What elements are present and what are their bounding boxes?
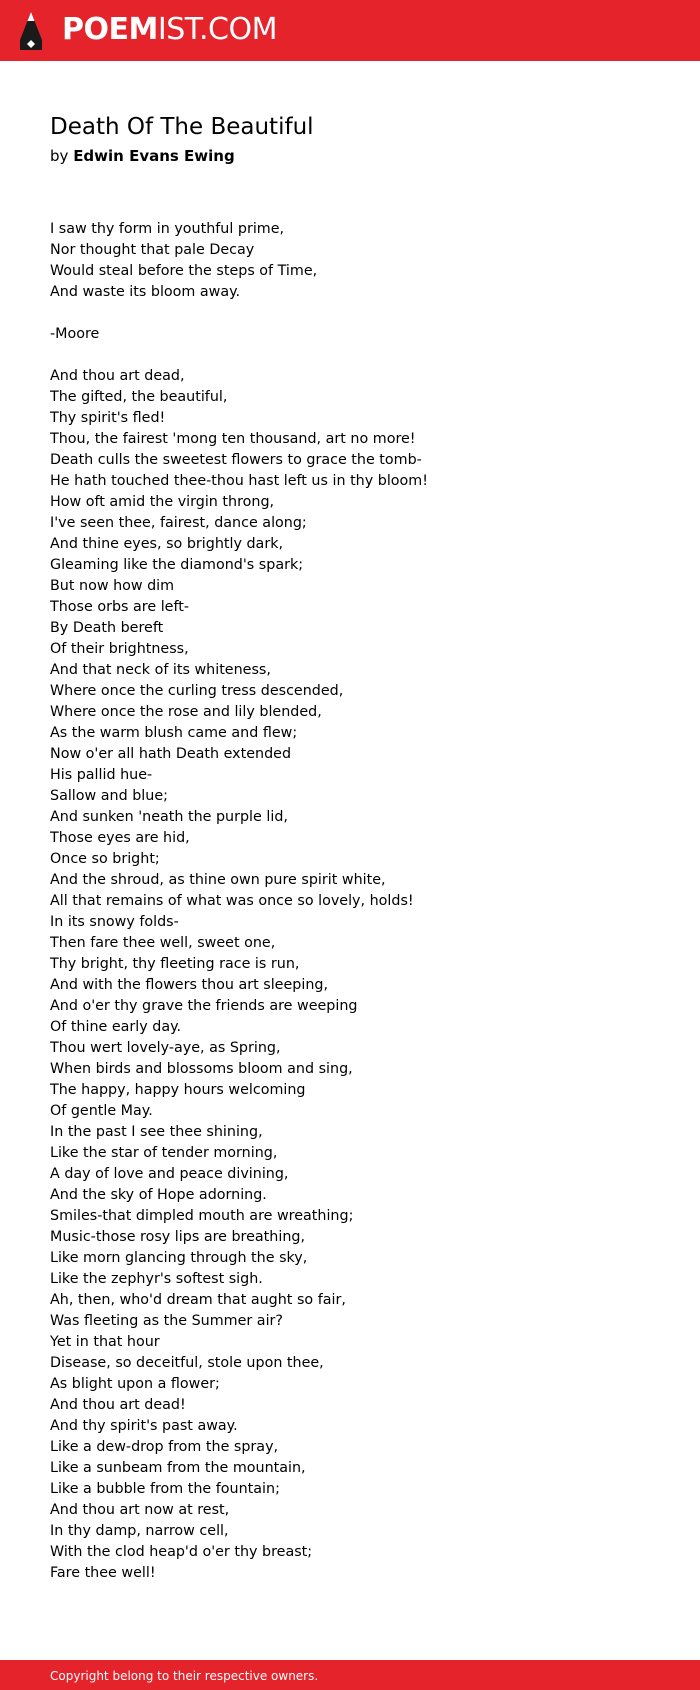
- pencil-logo-icon[interactable]: [18, 10, 44, 52]
- poem-line: How oft amid the virgin throng,: [50, 494, 275, 510]
- poem-line: And thou art dead,: [50, 368, 185, 384]
- logo-brand-bold: POEM: [62, 12, 158, 47]
- poem-line: Those orbs are left-: [50, 599, 190, 615]
- poem-line: And that neck of its whiteness,: [50, 662, 271, 678]
- epigraph-attribution: -Moore: [50, 326, 100, 342]
- poem-line: Gleaming like the diamond's spark;: [50, 557, 304, 573]
- poem-line: Fare thee well!: [50, 1565, 156, 1581]
- logo-brand-light: IST.COM: [157, 12, 277, 47]
- poem-line: The gifted, the beautiful,: [50, 389, 228, 405]
- poem-line: Yet in that hour: [50, 1334, 160, 1350]
- poem-line: And thou art now at rest,: [50, 1502, 230, 1518]
- poem-line: Then fare thee well, sweet one,: [50, 935, 276, 951]
- poem-line: With the clod heap'd o'er thy breast;: [50, 1544, 313, 1560]
- poem-line: And thine eyes, so brightly dark,: [50, 536, 284, 552]
- poem-line: He hath touched thee-thou hast left us in thy bloom!: [50, 473, 428, 489]
- poem-line: Those eyes are hid,: [50, 830, 190, 846]
- poem-line: And thou art dead!: [50, 1397, 186, 1413]
- poem-line: In the past I see thee shining,: [50, 1124, 263, 1140]
- poem-line: Of gentle May.: [50, 1103, 153, 1119]
- poem-line: As the warm blush came and flew;: [50, 725, 298, 741]
- poem-line: In its snowy folds-: [50, 914, 179, 930]
- poem-line: The happy, happy hours welcoming: [50, 1082, 306, 1098]
- poem-line: Thou wert lovely-aye, as Spring,: [50, 1040, 281, 1056]
- poem-line: Music-those rosy lips are breathing,: [50, 1229, 305, 1245]
- poem-line: Sallow and blue;: [50, 788, 168, 804]
- poem-verse: [50, 366, 650, 1584]
- poem-line: All that remains of what was once so lovely, holds!: [50, 893, 414, 909]
- poem-epigraph: [50, 219, 650, 303]
- poem-line: A day of love and peace divining,: [50, 1166, 289, 1182]
- poem-line: But now how dim: [50, 578, 175, 594]
- site-logo[interactable]: [62, 12, 277, 48]
- poem-line: Thy bright, thy fleeting race is run,: [50, 956, 300, 972]
- poem-line: Now o'er all hath Death extended: [50, 746, 292, 762]
- poem-line: I saw thy form in youthful prime,: [50, 221, 285, 237]
- stanza-gap: [50, 345, 650, 366]
- poem-line: When birds and blossoms bloom and sing,: [50, 1061, 353, 1077]
- poem-body: [50, 219, 650, 1584]
- poem-line: Of thine early day.: [50, 1019, 182, 1035]
- stanza-gap: [50, 303, 650, 324]
- byline: [50, 145, 650, 167]
- poem-line: Smiles-that dimpled mouth are wreathing;: [50, 1208, 354, 1224]
- poem-line: Death culls the sweetest flowers to grace the tomb-: [50, 452, 422, 468]
- poem-line: And o'er thy grave the friends are weeping: [50, 998, 358, 1014]
- poem-line: Of their brightness,: [50, 641, 189, 657]
- poem-line: Where once the rose and lily blended,: [50, 704, 322, 720]
- site-footer: [0, 1660, 700, 1690]
- poem-line: And the shroud, as thine own pure spirit white,: [50, 872, 386, 888]
- by-label: by: [50, 147, 69, 165]
- poem-line: Thy spirit's fled!: [50, 410, 166, 426]
- site-header: [0, 0, 700, 61]
- poem-line: And thy spirit's past away.: [50, 1418, 238, 1434]
- poem-line: Would steal before the steps of Time,: [50, 263, 318, 279]
- poem-line: In thy damp, narrow cell,: [50, 1523, 229, 1539]
- poem-title: Death Of The Beautiful: [50, 114, 314, 140]
- poem-line: Thou, the fairest 'mong ten thousand, art no more!: [50, 431, 416, 447]
- poem-line: By Death bereft: [50, 620, 164, 636]
- poem-line: Ah, then, who'd dream that aught so fair,: [50, 1292, 346, 1308]
- poem-line: Like a bubble from the fountain;: [50, 1481, 280, 1497]
- poem-heading: [50, 112, 650, 167]
- poem-line: His pallid hue-: [50, 767, 153, 783]
- poem-line: Disease, so deceitful, stole upon thee,: [50, 1355, 324, 1371]
- poem-line: I've seen thee, fairest, dance along;: [50, 515, 307, 531]
- poem-line: And the sky of Hope adorning.: [50, 1187, 267, 1203]
- poem-line: Where once the curling tress descended,: [50, 683, 344, 699]
- poem-line: And with the flowers thou art sleeping,: [50, 977, 329, 993]
- poem-line: Nor thought that pale Decay: [50, 242, 255, 258]
- poem-line: Like morn glancing through the sky,: [50, 1250, 308, 1266]
- poem-line: Once so bright;: [50, 851, 160, 867]
- poem-line: Like the zephyr's softest sigh.: [50, 1271, 263, 1287]
- poem-line: Was fleeting as the Summer air?: [50, 1313, 284, 1329]
- poem-line: Like a sunbeam from the mountain,: [50, 1460, 306, 1476]
- poem-line: Like the star of tender morning,: [50, 1145, 278, 1161]
- author-name: Edwin Evans Ewing: [73, 147, 235, 165]
- poem-line: Like a dew-drop from the spray,: [50, 1439, 279, 1455]
- poem-line: And waste its bloom away.: [50, 284, 241, 300]
- copyright-text: Copyright belong to their respective owners.: [50, 1669, 319, 1683]
- poem-line: And sunken 'neath the purple lid,: [50, 809, 288, 825]
- poem-line: As blight upon a flower;: [50, 1376, 220, 1392]
